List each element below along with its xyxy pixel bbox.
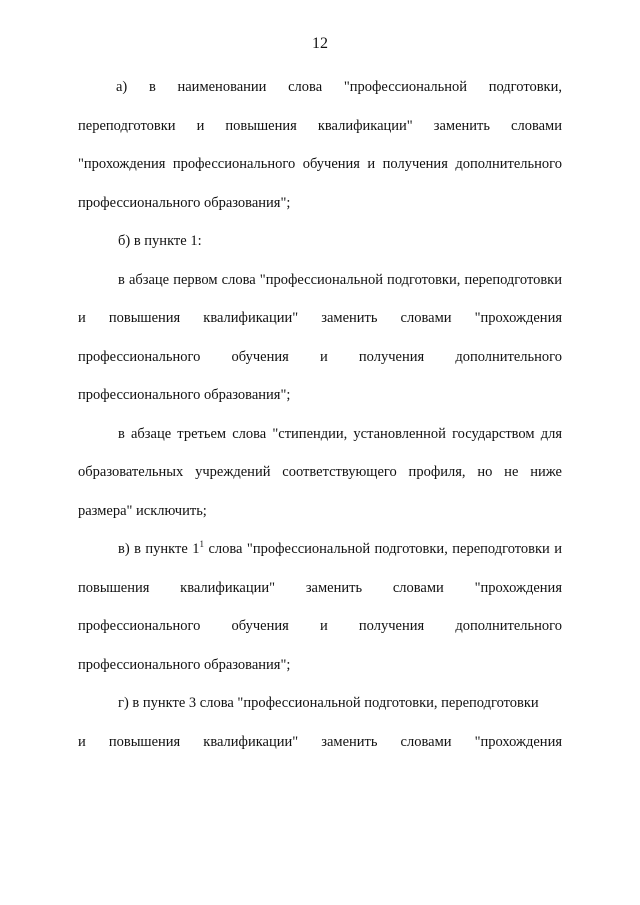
paragraph-b-intro: б) в пункте 1: [118, 233, 202, 249]
paragraph-g [78, 684, 562, 761]
paragraph-v-rest: слова "профессиональной подготовки, переподготовки и повышения квалификации" заменить словами "прохождения профессионального обучения и получения дополнительного профессионального образования"; [78, 541, 563, 673]
paragraph-v [78, 530, 562, 684]
footnote-superscript: 1 [199, 539, 204, 550]
paragraph-g-line1: г) в пункте 3 слова "профессиональной подготовки, переподготовки [118, 695, 539, 711]
paragraph-g-line2: и повышения квалификации" заменить словами "прохождения [78, 733, 562, 750]
paragraph-v-start: в) в пункте 1 [118, 541, 200, 557]
paragraph-b-third: в абзаце третьем слова "стипендии, установленной государством для образовательных учреждений соответствующего профиля, но не ниже размера" исключить; [78, 425, 562, 519]
paragraph-b-first: в абзаце первом слова "профессиональной подготовки, переподготовки и повышения квалификации" заменить словами "прохождения профессионального обучения и получения дополнительного профессионального образования"; [78, 271, 562, 403]
paragraph-a: а) в наименовании слова "профессиональной подготовки, переподготовки и повышения квалификации" заменить словами "прохождения профессионального обучения и получения дополнительного профессионального образования"; [78, 79, 562, 211]
page-number: 12 [312, 35, 328, 52]
document-body [78, 68, 562, 761]
